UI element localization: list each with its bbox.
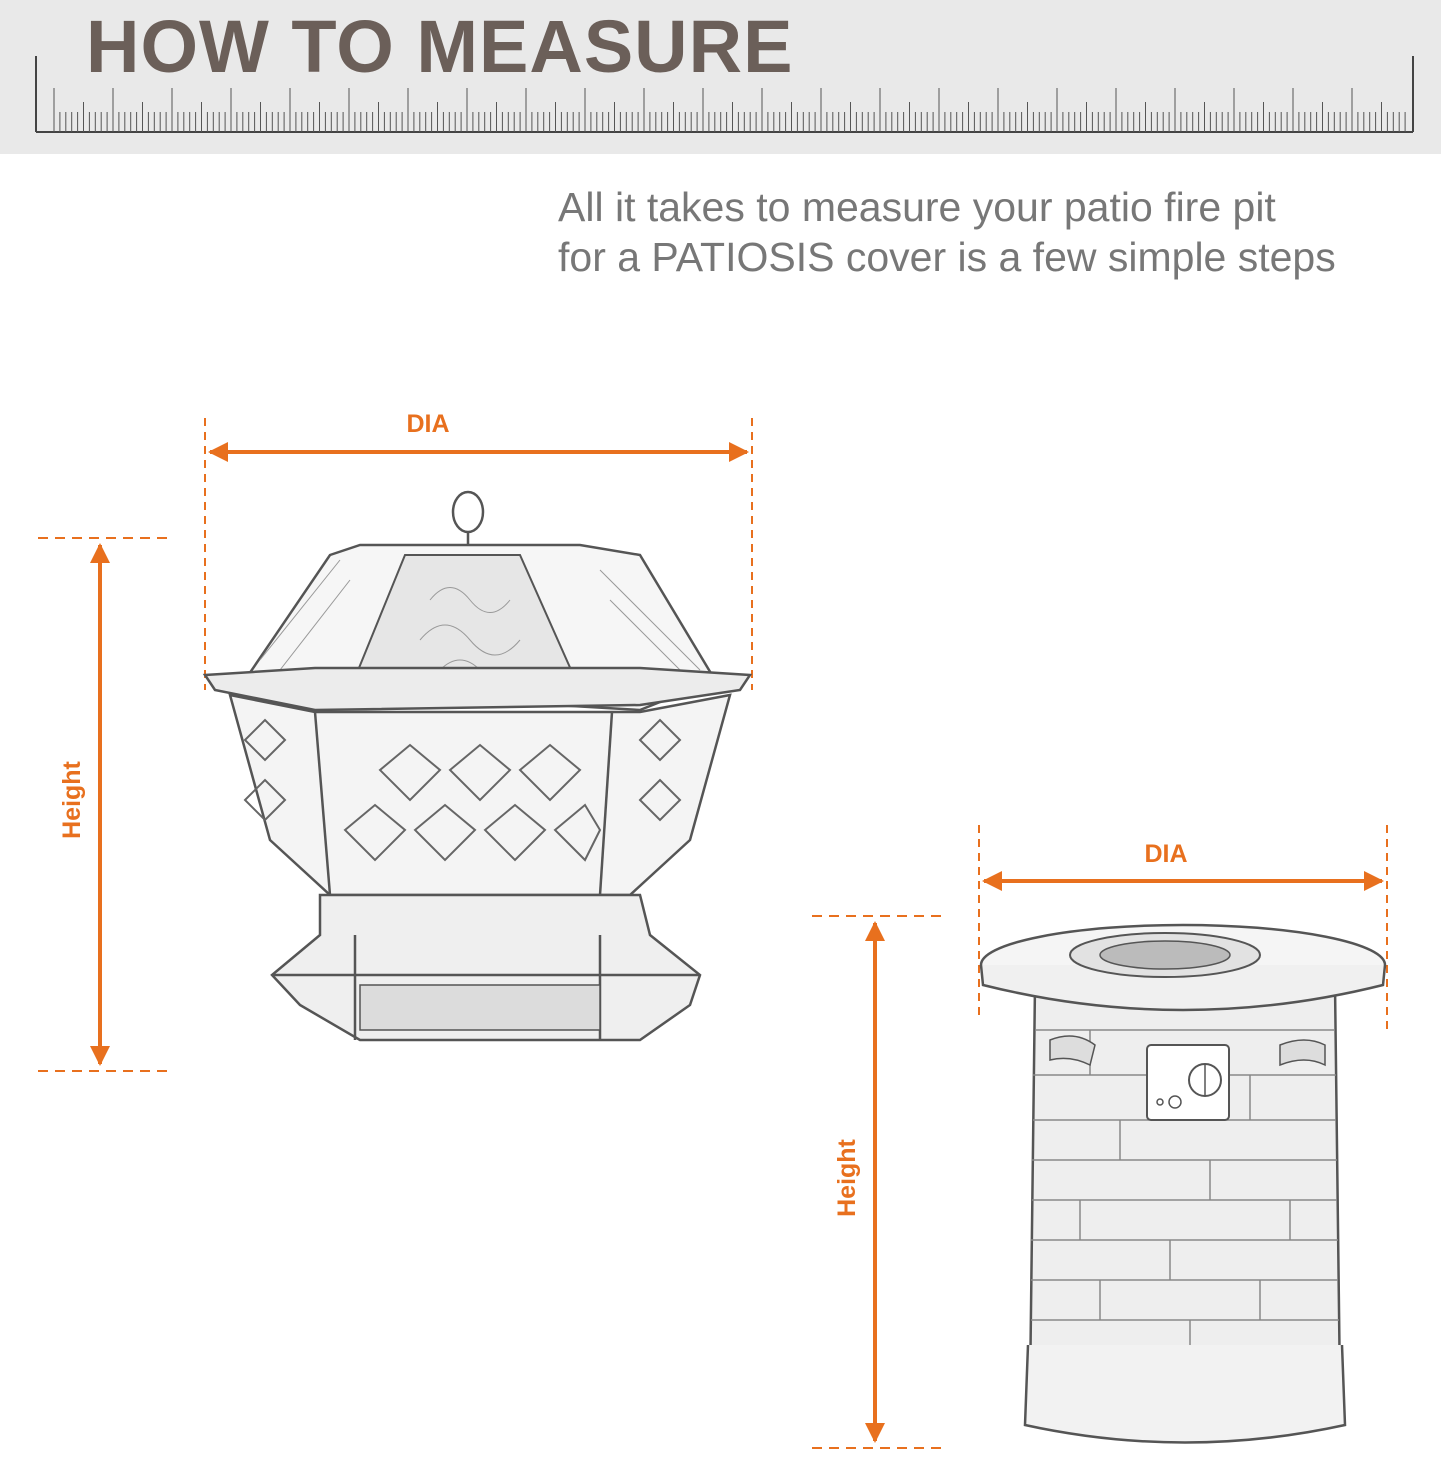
height-label: Height	[833, 1139, 861, 1217]
dia-label: DIA	[406, 410, 450, 438]
height-label: Height	[58, 761, 86, 839]
intro-text: All it takes to measure your patio fire pit for a PATIOSIS cover is a few simple steps	[558, 184, 1336, 280]
hexagonal-fire-pit-sketch	[205, 492, 750, 1040]
dia-label: DIA	[1144, 840, 1188, 868]
page-title: HOW TO MEASURE	[86, 5, 794, 88]
round-gas-fire-pit-sketch	[981, 925, 1385, 1443]
